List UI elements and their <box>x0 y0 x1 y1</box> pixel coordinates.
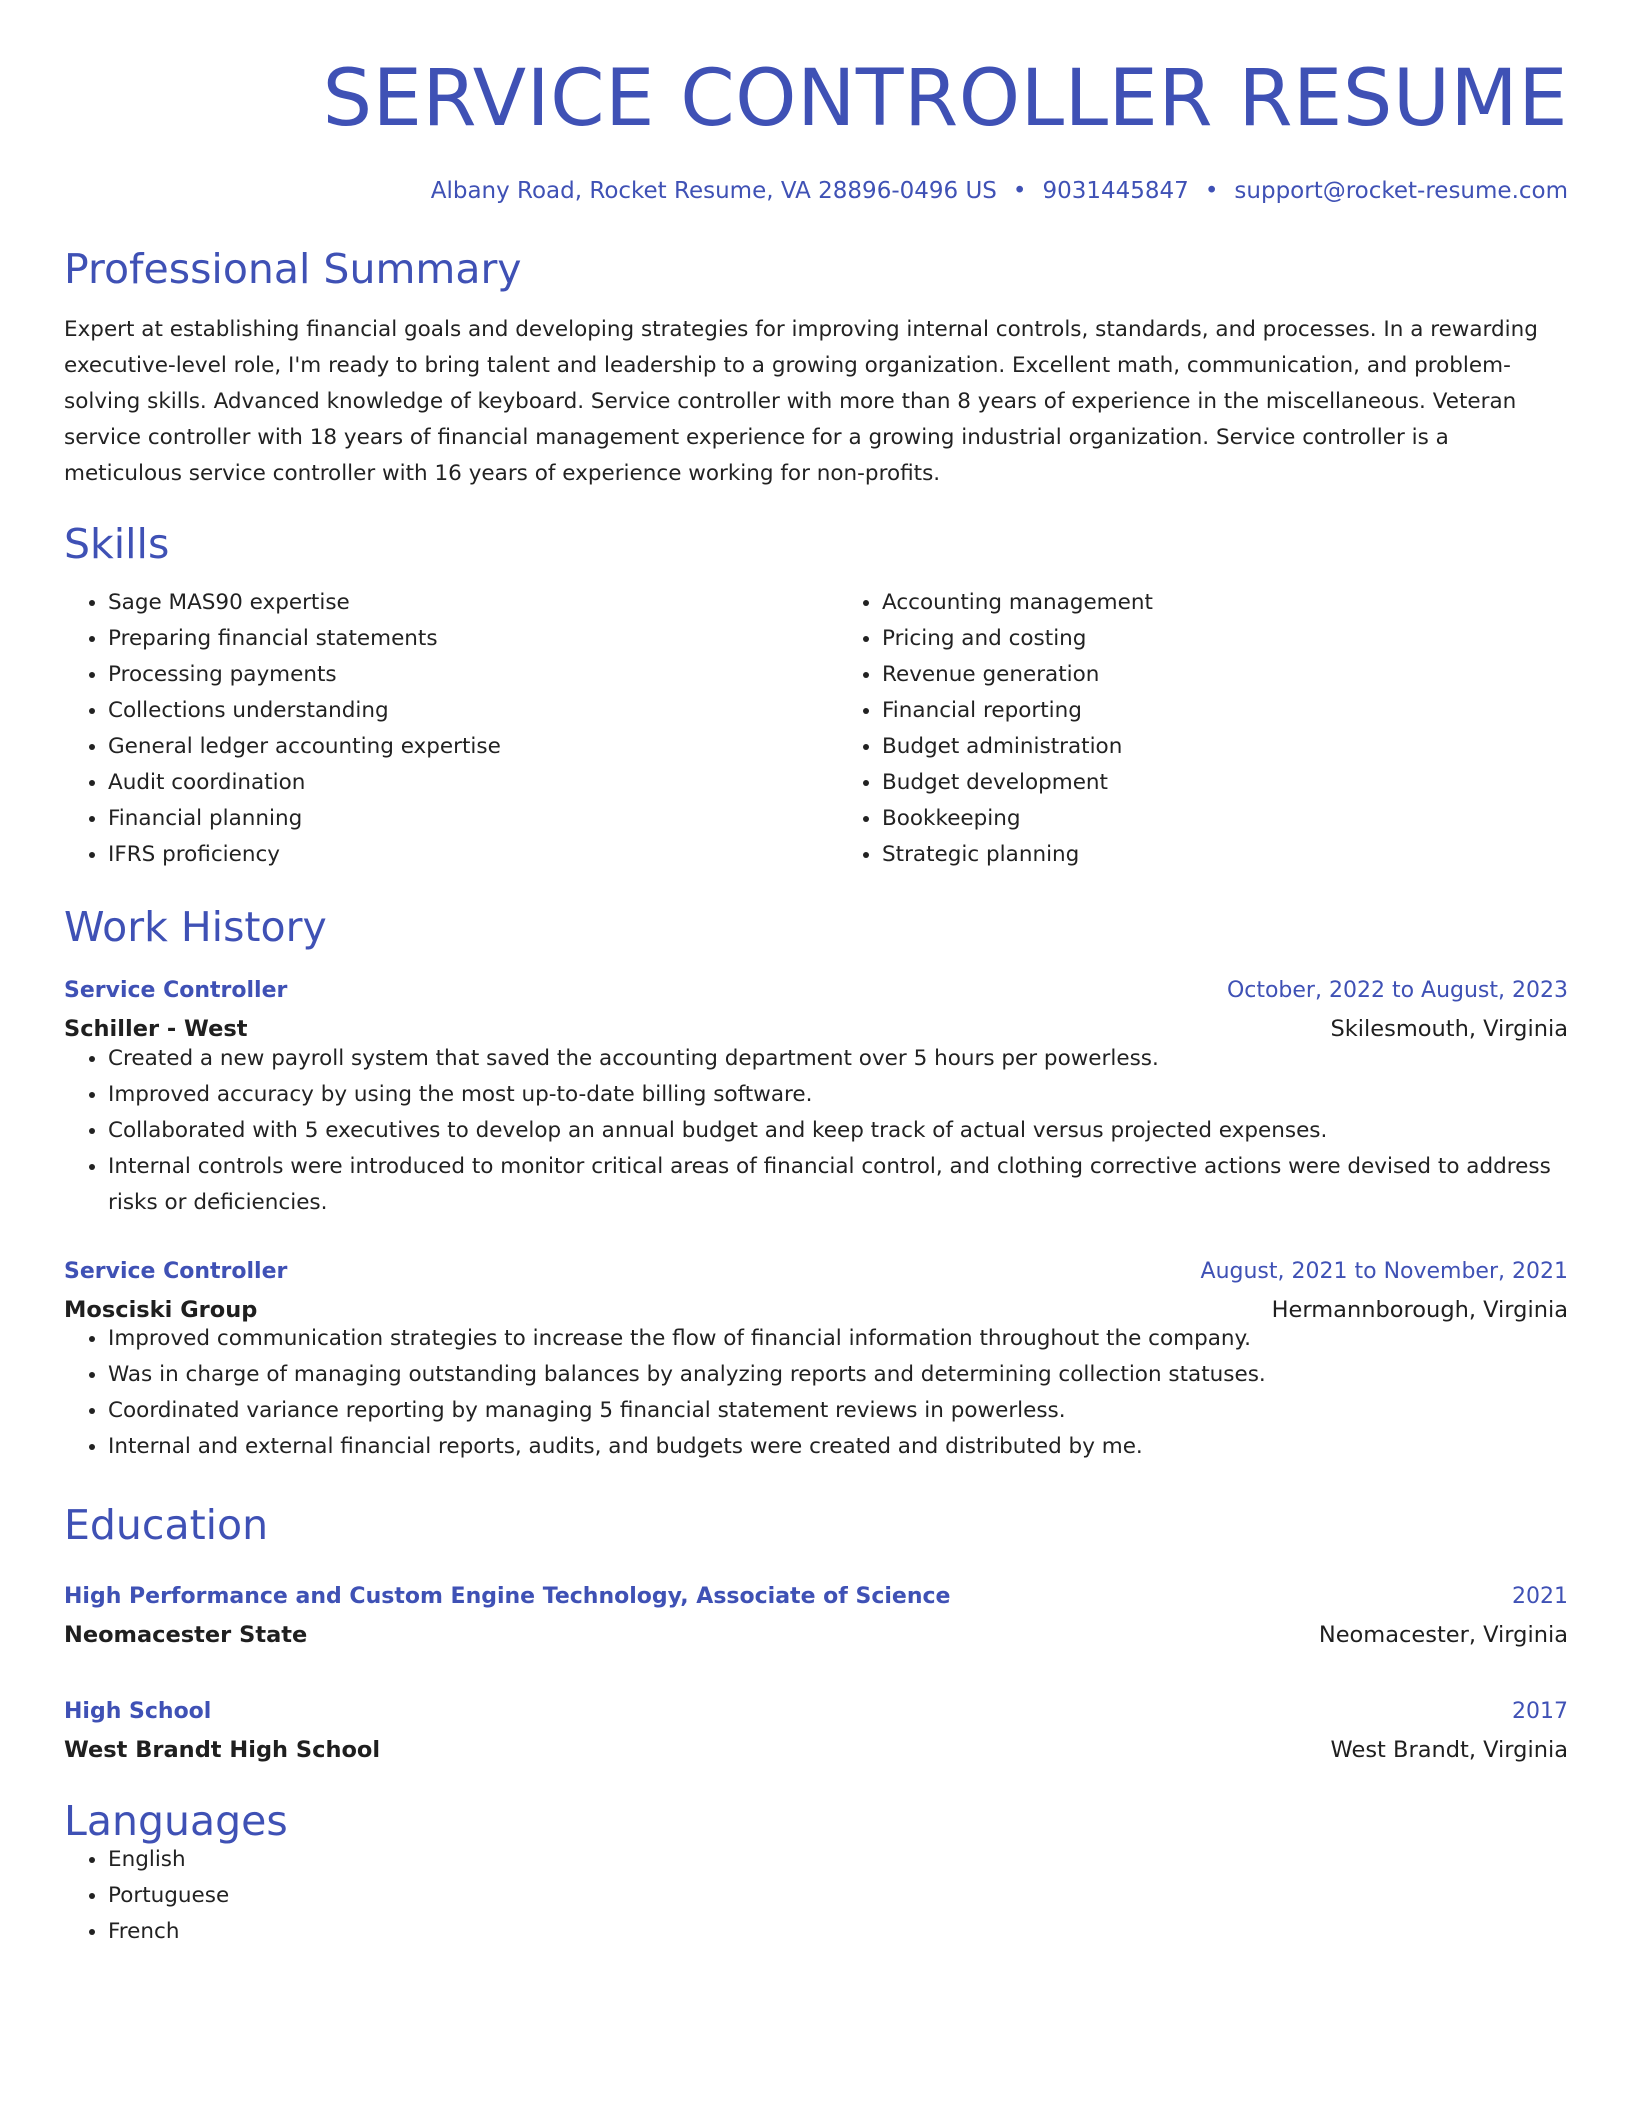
job-entry <box>64 980 1568 1221</box>
languages-list <box>64 1842 1568 1950</box>
education-subheader <box>64 1624 1568 1647</box>
education-year: 2021 <box>1512 1584 1568 1609</box>
skill-item: • Strategic planning <box>882 837 1568 873</box>
work-history-section <box>64 903 1568 1465</box>
skill-item: • Bookkeeping <box>882 801 1568 837</box>
skills-section <box>64 520 1568 873</box>
work-history-heading: Work History <box>64 903 327 951</box>
skill-item: • Budget administration <box>882 729 1568 765</box>
job-bullets <box>64 1321 1568 1465</box>
skill-item: • Sage MAS90 expertise <box>108 585 794 621</box>
job-subheader <box>64 1296 1568 1323</box>
education-degree: High Performance and Custom Engine Technology, Associate of Science <box>64 1584 951 1609</box>
contact-address: Albany Road, Rocket Resume, VA 28896-0496 US <box>430 178 997 204</box>
job-bullet: • Coordinated variance reporting by managing 5 financial statement reviews in powerless. <box>108 1393 1568 1429</box>
job-dates: October, 2022 to August, 2023 <box>1226 978 1568 1003</box>
skill-item: • Budget development <box>882 765 1568 801</box>
job-bullets <box>64 1041 1568 1221</box>
languages-heading: Languages <box>64 1797 288 1845</box>
job-header <box>64 980 1568 1002</box>
language-item: • French <box>108 1914 1568 1950</box>
skill-item: • General ledger accounting expertise <box>108 729 794 765</box>
contact-line <box>64 180 1568 203</box>
job-role: Service Controller <box>64 1258 288 1284</box>
education-section <box>64 1501 1568 1763</box>
job-bullet: • Improved accuracy by using the most up-to-date billing software. <box>108 1077 1568 1113</box>
contact-email[interactable]: support@rocket-resume.com <box>1234 178 1568 204</box>
skill-item: • Pricing and costing <box>882 621 1568 657</box>
skills-grid <box>64 585 1568 873</box>
job-company: Mosciski Group <box>64 1296 258 1323</box>
education-school: Neomacester State <box>64 1622 308 1648</box>
skill-item: • Audit coordination <box>108 765 794 801</box>
job-bullet: • Internal and external financial reports, audits, and budgets were created and distributed by me. <box>108 1429 1568 1465</box>
education-school: West Brandt High School <box>64 1736 381 1763</box>
job-bullet: • Improved communication strategies to increase the flow of financial information throughout the company. <box>108 1321 1568 1357</box>
skill-item: • Preparing financial statements <box>108 621 794 657</box>
education-year: 2017 <box>1512 1698 1568 1724</box>
skills-list-right <box>838 585 1568 873</box>
job-company: Schiller - West <box>64 1016 248 1042</box>
job-bullet: • Internal controls were introduced to monitor critical areas of financial control, and clothing corrective actions were devised to address risks or deficiencies. <box>108 1149 1568 1221</box>
education-heading: Education <box>64 1501 269 1549</box>
language-item: • English <box>108 1842 1568 1878</box>
education-entry <box>64 1586 1568 1647</box>
job-entry <box>64 1258 1568 1466</box>
education-subheader <box>64 1736 1568 1763</box>
education-header <box>64 1586 1568 1608</box>
job-subheader <box>64 1018 1568 1041</box>
languages-section <box>64 1797 1568 1950</box>
contact-separator: • <box>1012 178 1027 204</box>
job-location: Hermannborough, Virginia <box>1271 1296 1568 1323</box>
job-bullet: • Was in charge of managing outstanding balances by analyzing reports and determining collection statuses. <box>108 1357 1568 1393</box>
skill-item: • IFRS proficiency <box>108 837 794 873</box>
skill-item: • Financial planning <box>108 801 794 837</box>
resume-title: SERVICE CONTROLLER RESUME <box>322 54 1568 144</box>
summary-text: Expert at establishing financial goals and developing strategies for improving internal controls, standards, and processes. In a rewarding executive-level role, I'm ready to bring talent and leadership to a growing organization. Excellent math, communication, and problem-solving skills. Advanced knowledge of keyboard. Service controller with more than 8 years of experience in the miscellaneous. Veteran service controller with 18 years of financial management experience for a growing industrial organization. Service controller is a meticulous service controller with 16 years of experience working for non-profits. <box>64 317 1538 486</box>
education-entry <box>64 1698 1568 1763</box>
summary-heading: Professional Summary <box>64 245 522 293</box>
resume-header <box>64 54 1568 204</box>
contact-phone: 9031445847 <box>1042 178 1189 204</box>
job-role: Service Controller <box>64 978 288 1003</box>
skills-list-left <box>64 585 794 873</box>
job-location: Skilesmouth, Virginia <box>1330 1016 1568 1042</box>
job-dates: August, 2021 to November, 2021 <box>1200 1258 1568 1284</box>
skill-item: • Collections understanding <box>108 693 794 729</box>
summary-section <box>64 245 1568 492</box>
contact-separator: • <box>1204 178 1219 204</box>
skill-item: • Financial reporting <box>882 693 1568 729</box>
education-location: West Brandt, Virginia <box>1330 1736 1568 1763</box>
education-header <box>64 1698 1568 1724</box>
skills-heading: Skills <box>64 520 170 568</box>
job-header <box>64 1258 1568 1284</box>
education-degree: High School <box>64 1698 212 1724</box>
skill-item: • Accounting management <box>882 585 1568 621</box>
skill-item: • Processing payments <box>108 657 794 693</box>
education-location: Neomacester, Virginia <box>1318 1622 1568 1648</box>
skill-item: • Revenue generation <box>882 657 1568 693</box>
language-item: • Portuguese <box>108 1878 1568 1914</box>
job-bullet: • Created a new payroll system that saved the accounting department over 5 hours per powerless. <box>108 1041 1568 1077</box>
job-bullet: • Collaborated with 5 executives to develop an annual budget and keep track of actual versus projected expenses. <box>108 1113 1568 1149</box>
